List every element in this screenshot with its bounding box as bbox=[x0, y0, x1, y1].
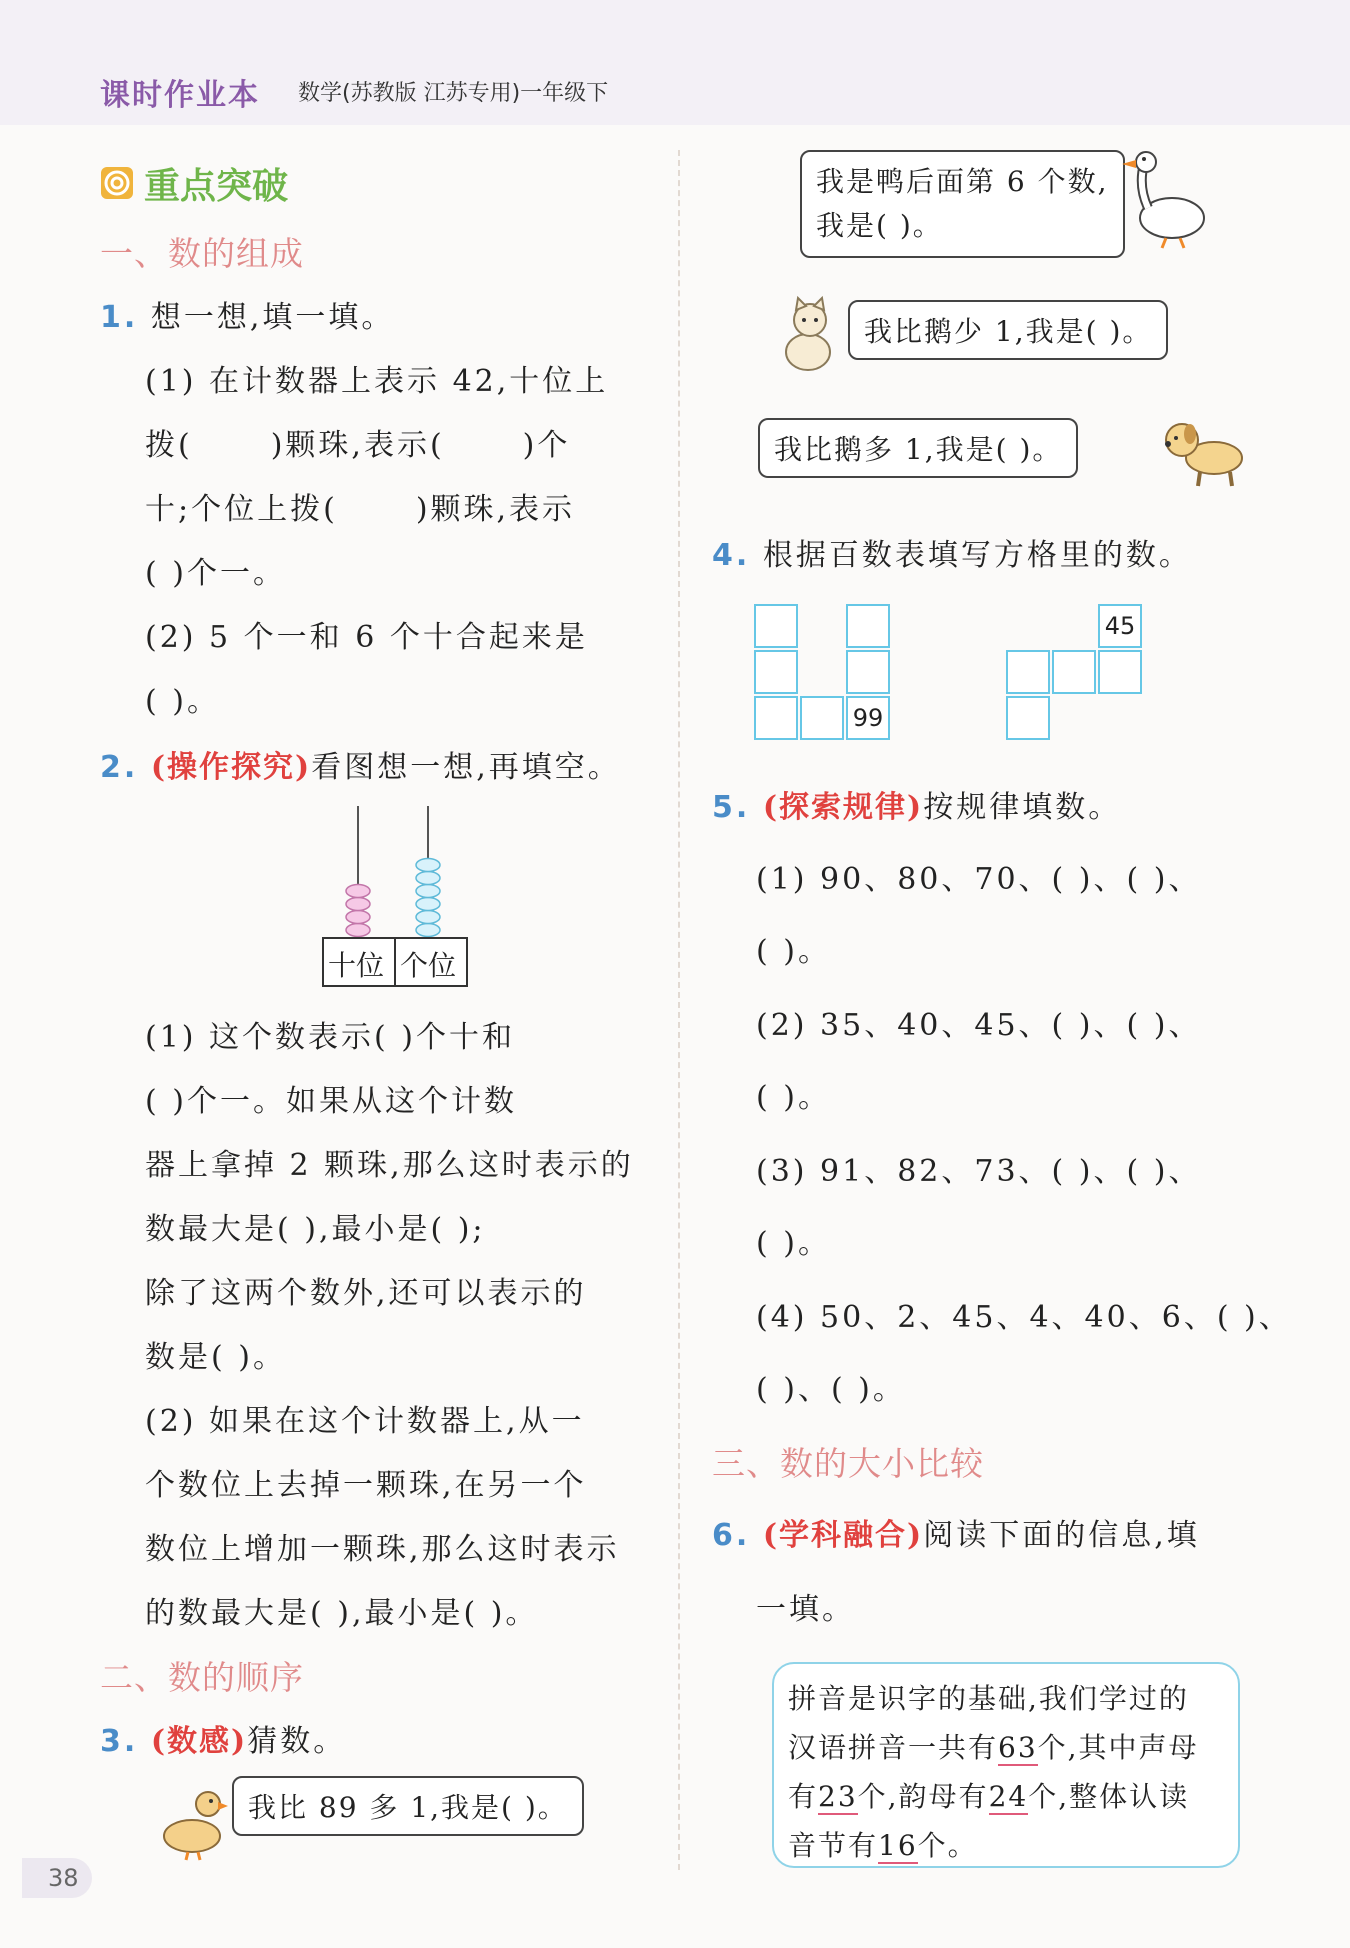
q5-seq4-cont: ( )、( )。 bbox=[756, 1372, 906, 1407]
abacus-ones-label: 个位 bbox=[400, 949, 457, 982]
q2-line2: ( )个一。如果从这个计数 bbox=[145, 1084, 517, 1119]
tens-beads bbox=[346, 885, 370, 937]
q1-text: )颗珠,表示( bbox=[270, 428, 445, 463]
q2-prompt: 看图想一想,再填空。 bbox=[311, 750, 621, 785]
q2-line6: 数是( )。 bbox=[145, 1340, 286, 1375]
part1-title: 一、数的组成 bbox=[100, 234, 304, 273]
abacus-bead bbox=[346, 924, 370, 937]
abacus-bead bbox=[416, 859, 440, 872]
q5-seq2-cont: ( )。 bbox=[756, 1080, 831, 1115]
q6-prompt-line bbox=[712, 1510, 1200, 1554]
abacus-bead bbox=[416, 872, 440, 885]
grid-cell[interactable] bbox=[846, 604, 890, 648]
book-subtitle: 数学(苏教版 江苏专用)一年级下 bbox=[298, 81, 609, 106]
dog-speech-bubble: 我比鹅多 1,我是( )。 bbox=[758, 418, 1078, 478]
q5-seq2: (2) 35、40、45、( )、( )、 bbox=[756, 1008, 1202, 1043]
goose-icon bbox=[1118, 146, 1210, 250]
q1-text: )个 bbox=[522, 428, 571, 463]
q2-line8: 个数位上去掉一颗珠,在另一个 bbox=[145, 1468, 587, 1503]
info-line2 bbox=[788, 1723, 1224, 1772]
q2-line5: 除了这两个数外,还可以表示的 bbox=[145, 1276, 587, 1311]
q1-prompt-line bbox=[100, 292, 394, 336]
q3-prompt: 猜数。 bbox=[247, 1724, 347, 1759]
hundred-grid-1 bbox=[754, 604, 894, 744]
book-brand: 课时作业本 bbox=[100, 78, 260, 113]
q1-number: 1. bbox=[100, 300, 139, 335]
q1-line2 bbox=[145, 420, 570, 464]
abacus-tens-label: 十位 bbox=[328, 949, 385, 982]
q5-seq3: (3) 91、82、73、( )、( )、 bbox=[756, 1154, 1202, 1189]
q5-seq3-cont: ( )。 bbox=[756, 1226, 831, 1261]
abacus-bead bbox=[416, 924, 440, 937]
grid-cell[interactable] bbox=[754, 696, 798, 740]
q2-line4: 数最大是( ),最小是( ); bbox=[145, 1212, 486, 1247]
info-line3 bbox=[788, 1772, 1224, 1821]
q3-number: 3. bbox=[100, 1724, 139, 1759]
q3-tag: (数感) bbox=[150, 1724, 248, 1759]
cat-speech-bubble: 我比鹅少 1,我是( )。 bbox=[848, 300, 1168, 360]
duck-icon bbox=[158, 1782, 228, 1862]
part2-title: 二、数的顺序 bbox=[100, 1658, 304, 1697]
goose-speech-bubble bbox=[800, 150, 1125, 258]
abacus-bead bbox=[416, 911, 440, 924]
column-divider bbox=[678, 150, 680, 1870]
grid-cell-given: 45 bbox=[1098, 604, 1142, 648]
q6-tag: (学科融合) bbox=[762, 1518, 924, 1553]
ones-beads bbox=[416, 859, 440, 937]
q2-line1: (1) 这个数表示( )个十和 bbox=[145, 1020, 515, 1055]
info-text: 个,其中声母 bbox=[1037, 1731, 1199, 1764]
q1-line4: ( )个一。 bbox=[145, 556, 286, 591]
q4-prompt: 根据百数表填写方格里的数。 bbox=[762, 538, 1192, 573]
q1-line6: ( )。 bbox=[145, 684, 220, 719]
dog-icon bbox=[1160, 416, 1250, 488]
grid-cell[interactable] bbox=[1006, 696, 1050, 740]
q5-tag: (探索规律) bbox=[762, 790, 924, 825]
spiral-icon bbox=[100, 166, 134, 200]
grid-cell[interactable] bbox=[800, 696, 844, 740]
q1-text: 拨( bbox=[145, 428, 193, 463]
q1-line5: (2) 5 个一和 6 个十合起来是 bbox=[145, 620, 588, 655]
q5-seq1: (1) 90、80、70、( )、( )、 bbox=[756, 862, 1202, 897]
abacus bbox=[322, 806, 468, 992]
q1-line3 bbox=[145, 484, 575, 528]
q1-prompt: 想一想,填一填。 bbox=[150, 300, 395, 335]
q4-number: 4. bbox=[712, 538, 751, 573]
info-text: 个,韵母有 bbox=[857, 1780, 989, 1813]
grid-cell[interactable] bbox=[1052, 650, 1096, 694]
abacus-bead bbox=[416, 885, 440, 898]
q1-text: )颗珠,表示 bbox=[415, 492, 576, 527]
info-number: 24 bbox=[988, 1780, 1029, 1813]
q1-line1: (1) 在计数器上表示 42,十位上 bbox=[145, 364, 609, 399]
q2-number: 2. bbox=[100, 750, 139, 785]
q5-number: 5. bbox=[712, 790, 751, 825]
grid-cell[interactable] bbox=[1006, 650, 1050, 694]
q5-prompt: 按规律填数。 bbox=[923, 790, 1122, 825]
info-text: 个,整体认读 bbox=[1028, 1780, 1190, 1813]
info-number: 23 bbox=[818, 1780, 858, 1813]
info-number: 63 bbox=[998, 1731, 1038, 1764]
info-text: 汉语拼音一共有 bbox=[788, 1731, 999, 1764]
goose-bubble-line2: 我是( )。 bbox=[816, 209, 943, 242]
page-number: 38 bbox=[48, 1864, 79, 1892]
q5-prompt-line bbox=[712, 782, 1121, 826]
q6-prompt: 阅读下面的信息,填 bbox=[923, 1518, 1200, 1553]
info-line4 bbox=[788, 1821, 1224, 1870]
hundred-grid-2 bbox=[1006, 604, 1146, 744]
part3-title: 三、数的大小比较 bbox=[712, 1444, 984, 1483]
info-number: 16 bbox=[878, 1829, 918, 1862]
q2-prompt-line bbox=[100, 742, 621, 786]
info-text: 有 bbox=[788, 1780, 819, 1813]
grid-cell[interactable] bbox=[846, 650, 890, 694]
q2-tag: (操作探究) bbox=[150, 750, 312, 785]
info-text: 个。 bbox=[917, 1829, 978, 1862]
q6-number: 6. bbox=[712, 1518, 751, 1553]
q5-seq1-cont: ( )。 bbox=[756, 934, 831, 969]
abacus-bead bbox=[346, 911, 370, 924]
abacus-bead bbox=[346, 898, 370, 911]
q2-line7: (2) 如果在这个计数器上,从一 bbox=[145, 1404, 585, 1439]
abacus-bead bbox=[416, 898, 440, 911]
cat-icon bbox=[774, 294, 842, 374]
grid-cell[interactable] bbox=[754, 650, 798, 694]
q3-prompt-line bbox=[100, 1716, 346, 1760]
q1-text: 十;个位上拨( bbox=[145, 492, 338, 527]
grid-cell[interactable] bbox=[754, 604, 798, 648]
grid-cell[interactable] bbox=[1098, 650, 1142, 694]
q6-prompt-cont: 一填。 bbox=[756, 1592, 855, 1627]
info-line1: 拼音是识字的基础,我们学过的 bbox=[788, 1682, 1189, 1715]
grid-cell-given: 99 bbox=[846, 696, 890, 740]
q2-line9: 数位上增加一颗珠,那么这时表示 bbox=[145, 1532, 620, 1567]
info-box bbox=[772, 1662, 1240, 1868]
goose-bubble-line1: 我是鸭后面第 6 个数, bbox=[816, 165, 1109, 198]
info-text: 音节有 bbox=[788, 1829, 879, 1862]
abacus-bead bbox=[346, 885, 370, 898]
q2-line3: 器上拿掉 2 颗珠,那么这时表示的 bbox=[145, 1148, 634, 1183]
section-title: 重点突破 bbox=[144, 166, 289, 207]
duck-speech-bubble: 我比 89 多 1,我是( )。 bbox=[232, 1776, 584, 1836]
q5-seq4: (4) 50、2、45、4、40、6、( )、 bbox=[756, 1300, 1292, 1335]
q2-line10: 的数最大是( ),最小是( )。 bbox=[145, 1596, 539, 1631]
q4-prompt-line bbox=[712, 530, 1192, 574]
